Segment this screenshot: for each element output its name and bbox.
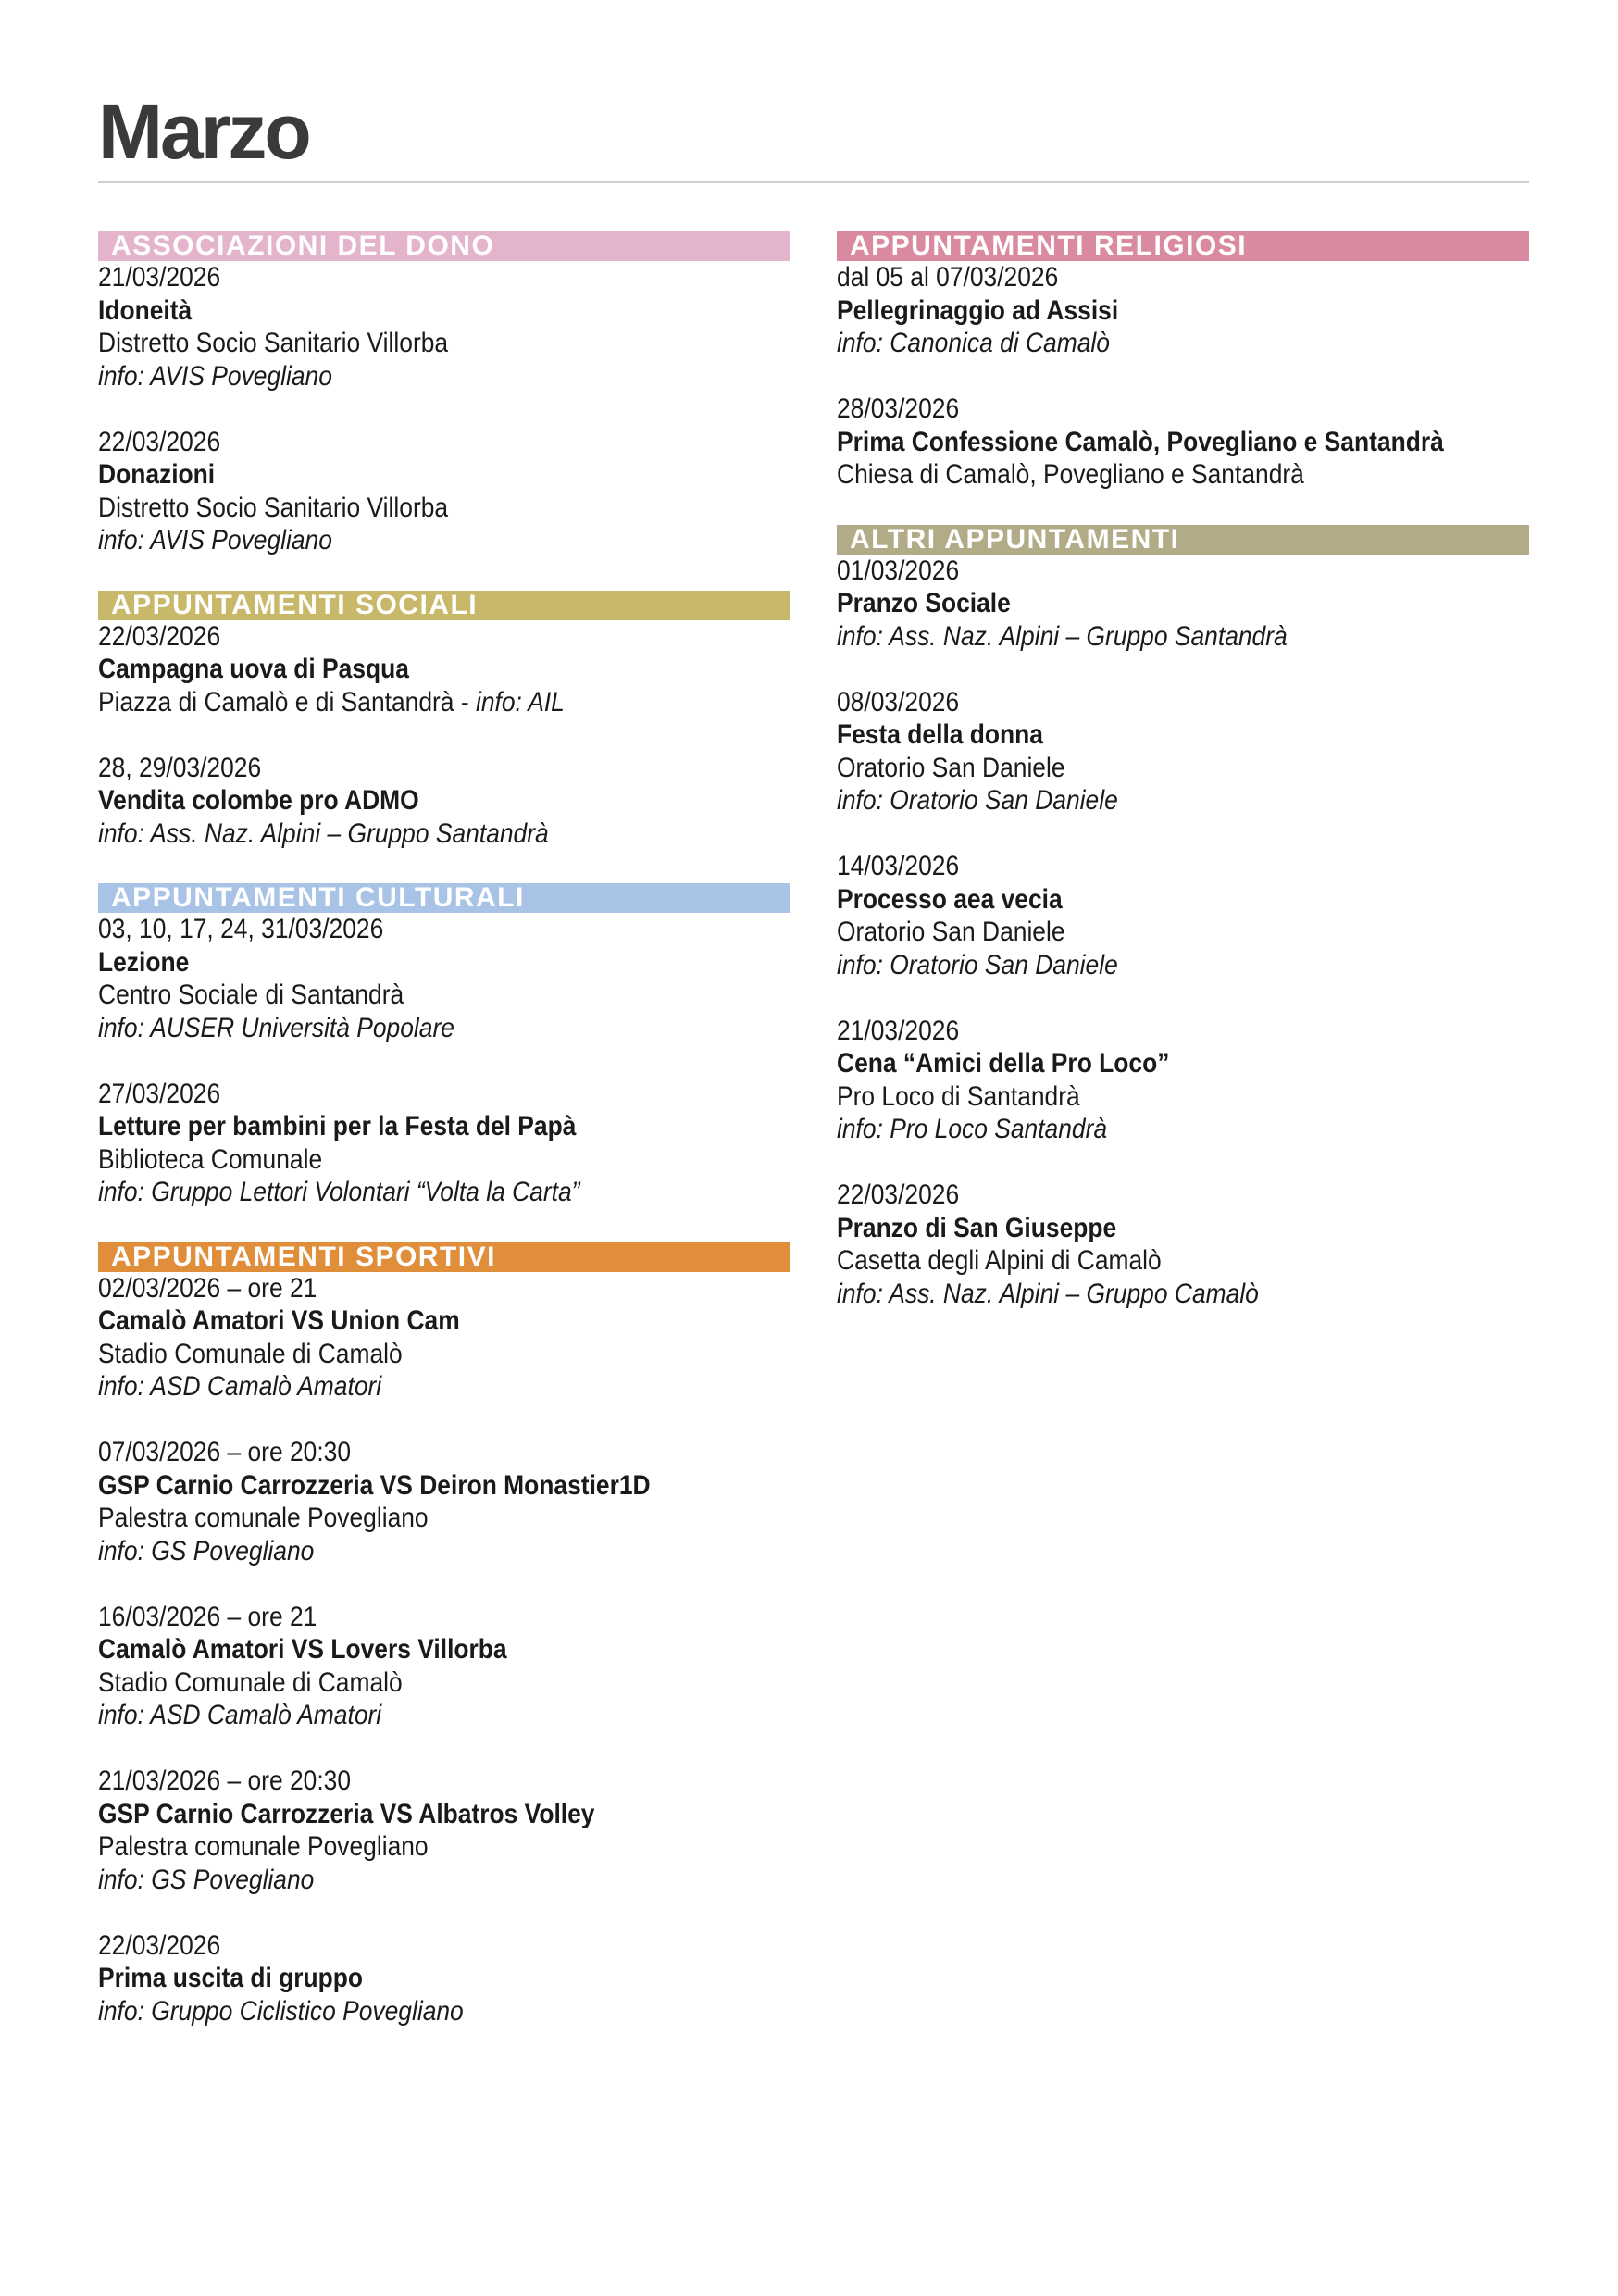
left-column — [98, 231, 790, 2028]
event-date: 22/03/2026 — [837, 1179, 960, 1210]
event-place: Casetta degli Alpini di Camalò — [837, 1245, 1162, 1276]
event-info: info: Ass. Naz. Alpini – Gruppo Camalò — [837, 1278, 1259, 1309]
event-item — [98, 1078, 707, 1209]
event-date: 27/03/2026 — [98, 1078, 221, 1109]
event-place: Oratorio San Daniele — [837, 917, 1065, 947]
event-info: info: Gruppo Ciclistico Povegliano — [98, 1995, 464, 2027]
event-item — [98, 1436, 707, 1567]
event-place-text: Piazza di Camalò e di Santandrà - — [98, 686, 476, 718]
event-info: info: Oratorio San Daniele — [837, 949, 1118, 980]
event-name: Vendita colombe pro ADMO — [98, 785, 419, 816]
event-name: Processo aea vecia — [837, 883, 1063, 915]
section-header-religiosi: APPUNTAMENTI RELIGIOSI — [837, 231, 1529, 261]
event-item — [837, 261, 1446, 360]
event-date: 16/03/2026 – ore 21 — [98, 1601, 317, 1632]
event-name: Prima uscita di gruppo — [98, 1963, 364, 1993]
event-info: info: Oratorio San Daniele — [837, 785, 1118, 816]
event-item — [98, 620, 707, 719]
event-name: Festa della donna — [837, 719, 1043, 750]
event-date: 14/03/2026 — [837, 851, 960, 881]
event-date: 08/03/2026 — [837, 686, 960, 718]
event-name: Idoneità — [98, 294, 193, 326]
event-place: Palestra comunale Povegliano — [98, 1831, 429, 1862]
event-item — [837, 555, 1446, 654]
event-info: info: AUSER Università Popolare — [98, 1012, 454, 1043]
event-item — [98, 913, 707, 1044]
event-item — [98, 1272, 707, 1404]
event-name: Pranzo di San Giuseppe — [837, 1212, 1117, 1243]
event-date: 21/03/2026 – ore 20:30 — [98, 1766, 352, 1796]
event-name: GSP Carnio Carrozzeria VS Deiron Monastier1D — [98, 1469, 651, 1501]
event-place: Palestra comunale Povegliano — [98, 1503, 429, 1533]
event-name: Pellegrinaggio ad Assisi — [837, 294, 1119, 326]
event-info-inline: info: AIL — [475, 686, 565, 718]
event-date: dal 05 al 07/03/2026 — [837, 262, 1059, 293]
section-header-dono: ASSOCIAZIONI DEL DONO — [98, 231, 790, 261]
right-column — [837, 231, 1529, 1310]
event-name: Lezione — [98, 946, 190, 978]
event-info: info: Ass. Naz. Alpini – Gruppo Santandrà — [837, 620, 1288, 652]
event-date: 28, 29/03/2026 — [98, 752, 262, 783]
event-date: 01/03/2026 — [837, 555, 960, 586]
event-date: 21/03/2026 — [837, 1015, 960, 1046]
event-item — [837, 1179, 1446, 1310]
event-name: Camalò Amatori VS Union Cam — [98, 1305, 460, 1336]
event-item — [98, 1929, 707, 2028]
event-info: info: ASD Camalò Amatori — [98, 1700, 382, 1730]
event-place: Centro Sociale di Santandrà — [98, 980, 404, 1010]
event-place — [98, 686, 707, 719]
page-title: Marzo — [98, 88, 309, 175]
event-date: 22/03/2026 — [98, 620, 221, 652]
event-info: info: GS Povegliano — [98, 1535, 315, 1566]
event-place: Distretto Socio Sanitario Villorba — [98, 328, 449, 358]
event-info: info: AVIS Povegliano — [98, 360, 332, 392]
event-name: Pranzo Sociale — [837, 588, 1011, 618]
section-header-sociali: APPUNTAMENTI SOCIALI — [98, 591, 790, 620]
event-item — [98, 1765, 707, 1896]
event-item — [837, 850, 1446, 981]
event-place: Oratorio San Daniele — [837, 752, 1065, 783]
event-date: 07/03/2026 – ore 20:30 — [98, 1437, 352, 1467]
event-info: info: GS Povegliano — [98, 1864, 315, 1895]
event-info: info: AVIS Povegliano — [98, 525, 332, 555]
event-place: Stadio Comunale di Camalò — [98, 1666, 403, 1698]
event-item — [98, 1601, 707, 1732]
event-place: Pro Loco di Santandrà — [837, 1080, 1080, 1112]
event-name: Prima Confessione Camalò, Povegliano e Santandrà — [837, 426, 1444, 457]
title-divider — [98, 181, 1529, 183]
event-name: Camalò Amatori VS Lovers Villorba — [98, 1634, 507, 1665]
event-item — [98, 261, 707, 393]
event-info: info: ASD Camalò Amatori — [98, 1371, 382, 1402]
event-name: Cena “Amici della Pro Loco” — [837, 1048, 1170, 1079]
event-item — [837, 686, 1446, 817]
event-date: 03, 10, 17, 24, 31/03/2026 — [98, 914, 384, 944]
event-info: info: Canonica di Camalò — [837, 328, 1110, 358]
event-name: Donazioni — [98, 459, 216, 490]
section-header-altri: ALTRI APPUNTAMENTI — [837, 525, 1529, 555]
event-item — [98, 426, 707, 557]
event-place: Stadio Comunale di Camalò — [98, 1338, 403, 1369]
event-name: Campagna uova di Pasqua — [98, 654, 409, 684]
event-date: 28/03/2026 — [837, 393, 960, 424]
event-item — [98, 752, 707, 851]
event-item — [837, 1015, 1446, 1146]
event-name: GSP Carnio Carrozzeria VS Albatros Volley — [98, 1798, 595, 1829]
event-date: 02/03/2026 – ore 21 — [98, 1272, 317, 1304]
section-header-culturali: APPUNTAMENTI CULTURALI — [98, 883, 790, 913]
event-date: 21/03/2026 — [98, 262, 221, 293]
event-place: Distretto Socio Sanitario Villorba — [98, 492, 449, 523]
event-date: 22/03/2026 — [98, 426, 221, 457]
event-item — [837, 393, 1446, 492]
event-info: info: Gruppo Lettori Volontari “Volta la Carta” — [98, 1177, 580, 1207]
event-date: 22/03/2026 — [98, 1929, 221, 1961]
event-info: info: Pro Loco Santandrà — [837, 1114, 1108, 1144]
section-header-sportivi: APPUNTAMENTI SPORTIVI — [98, 1242, 790, 1272]
event-info: info: Ass. Naz. Alpini – Gruppo Santandrà — [98, 817, 549, 849]
event-name: Letture per bambini per la Festa del Papà — [98, 1111, 577, 1142]
event-place: Chiesa di Camalò, Povegliano e Santandrà — [837, 459, 1304, 490]
event-place: Biblioteca Comunale — [98, 1143, 323, 1175]
